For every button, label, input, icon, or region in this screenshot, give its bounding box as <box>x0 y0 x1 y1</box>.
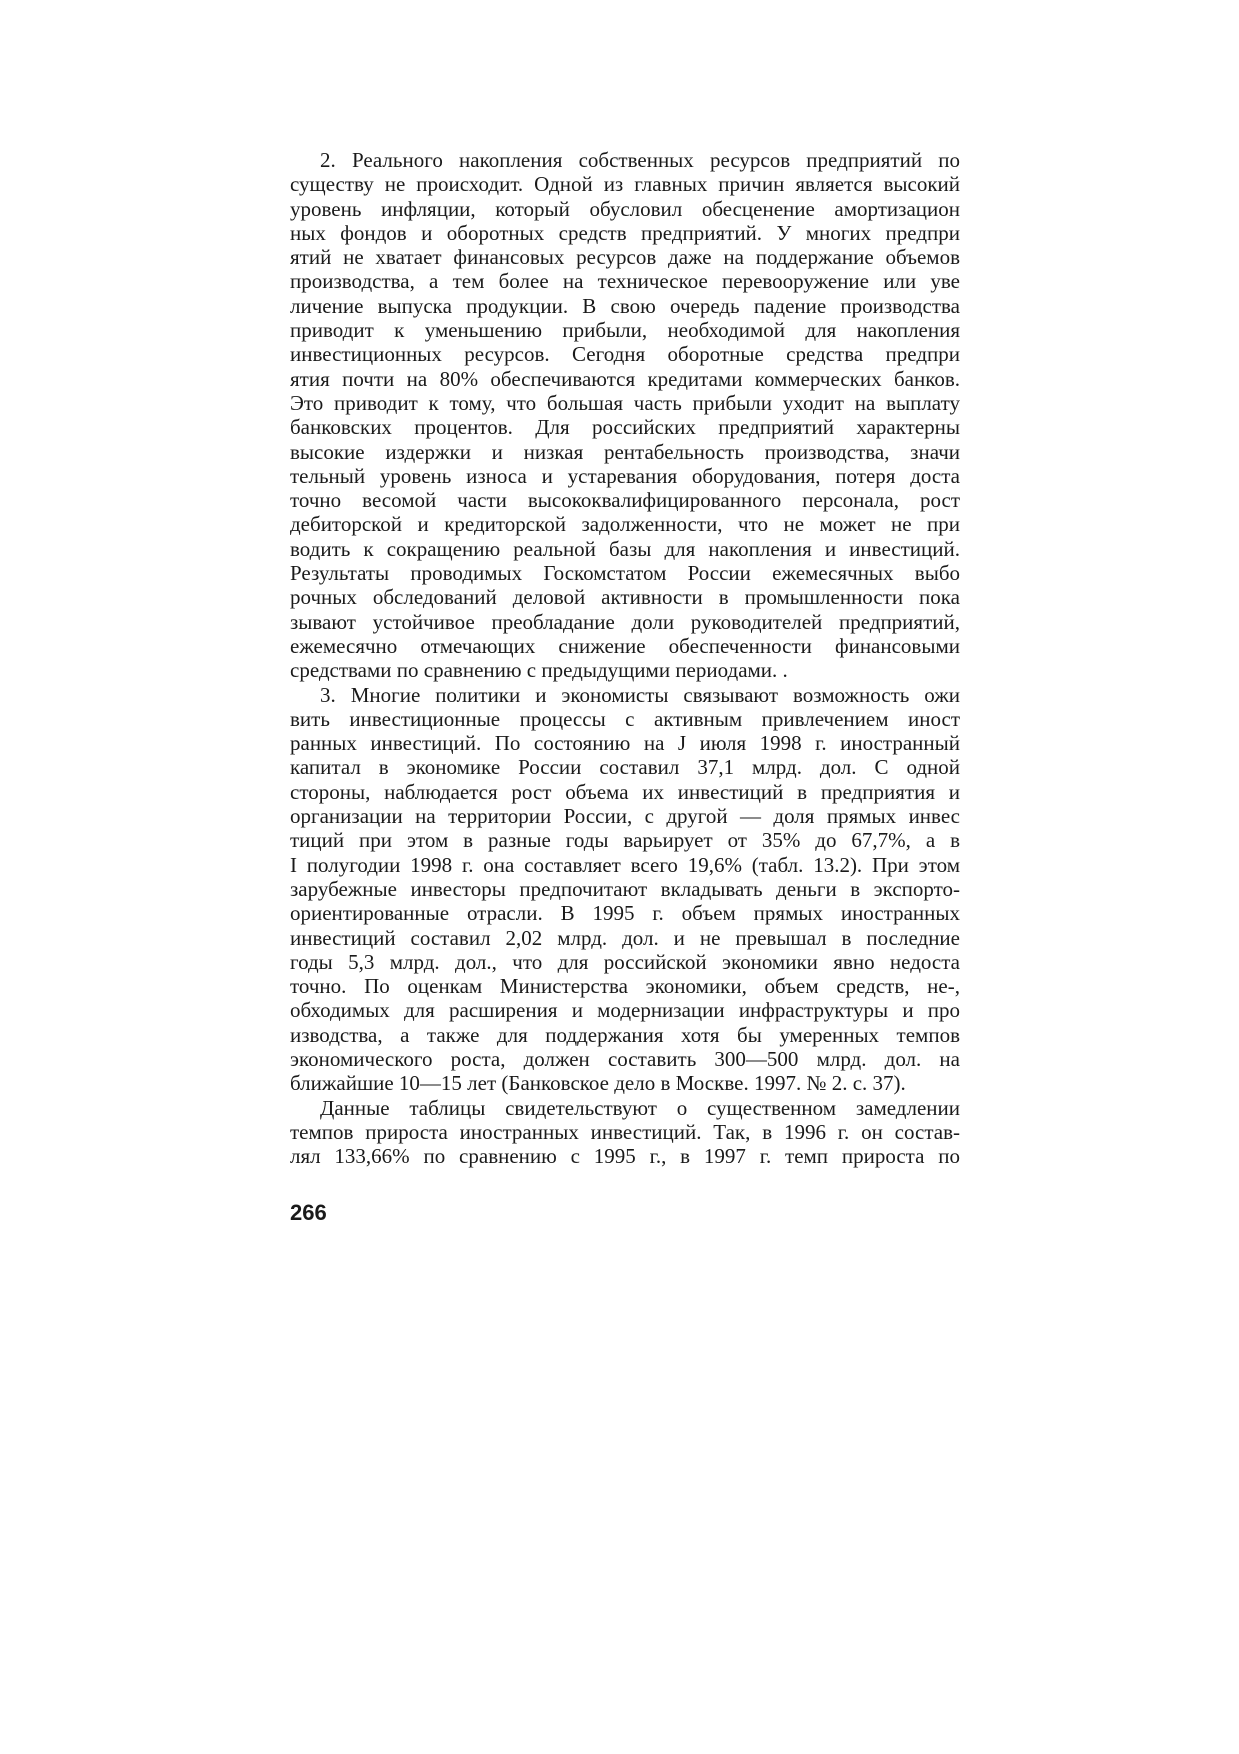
text-line: стороны, наблюдается рост объема их инвестиций в предприятия и <box>290 779 960 804</box>
text-line: дебиторской и кредиторской задолженности, что не может не при <box>290 512 960 537</box>
text-line: ятия почти на 80% обеспечиваются кредитами коммерческих банков. <box>290 366 960 391</box>
text-line: зывают устойчивое преобладание доли руководителей предприятий, <box>290 609 960 634</box>
text-line: изводства, а также для поддержания хотя бы умеренных темпов <box>290 1022 960 1047</box>
text-line: темпов прироста иностранных инвестиций. Так, в 1996 г. он состав- <box>290 1119 960 1144</box>
text-line: ближайшие 10—15 лет (Банковское дело в Москве. 1997. № 2. с. 37). <box>290 1071 906 1096</box>
paragraph-3 <box>290 683 960 1096</box>
text-line: рочных обследований деловой активности в промышленности пока <box>290 585 960 610</box>
text-line: личение выпуска продукции. В свою очередь падение производства <box>290 293 960 318</box>
text-line: Это приводит к тому, что большая часть прибыли уходит на выплату <box>290 390 960 415</box>
page-number: 266 <box>290 1200 327 1225</box>
text-line: годы 5,3 млрд. дол., что для российской экономики явно недоста <box>290 949 960 974</box>
text-line: инвестиционных ресурсов. Сегодня оборотные средства предпри <box>290 342 960 367</box>
text-line: 3. Многие политики и экономисты связывают возможность ожи <box>320 682 960 707</box>
text-line: организации на территории России, с другой — доля прямых инвес <box>290 804 960 829</box>
text-line: приводит к уменьшению прибыли, необходимой для накопления <box>290 318 960 343</box>
text-line: тельный уровень износа и устаревания оборудования, потеря доста <box>290 463 960 488</box>
text-line: производства, а тем более на техническое перевооружение или уве <box>290 269 960 294</box>
text-line: экономического роста, должен составить 300—500 млрд. дол. на <box>290 1046 960 1071</box>
paragraph-table-summary <box>290 1096 960 1169</box>
text-line: вить инвестиционные процессы с активным привлечением иност <box>290 706 960 731</box>
text-line: ежемесячно отмечающих снижение обеспеченности финансовыми <box>290 633 960 658</box>
text-line: Результаты проводимых Госкомстатом России ежемесячных выбо <box>290 561 960 586</box>
text-line: высокие издержки и низкая рентабельность производства, значи <box>290 439 960 464</box>
body-text <box>290 148 960 1168</box>
text-line: ных фондов и оборотных средств предприятий. У многих предпри <box>290 220 960 245</box>
text-line: инвестиций составил 2,02 млрд. дол. и не превышал в последние <box>290 925 960 950</box>
text-line: I полугодии 1998 г. она составляет всего 19,6% (табл. 13.2). При этом <box>290 852 960 877</box>
text-line: тиций при этом в разные годы варьирует от 35% до 67,7%, а в <box>290 828 960 853</box>
text-line: уровень инфляции, который обусловил обесценение амортизацион <box>290 196 960 221</box>
text-line: капитал в экономике России составил 37,1 млрд. дол. С одной <box>290 755 960 780</box>
text-line: ятий не хватает финансовых ресурсов даже на поддержание объемов <box>290 245 960 270</box>
text-line: ориентированные отрасли. В 1995 г. объем прямых иностранных <box>290 901 960 926</box>
text-line: 2. Реального накопления собственных ресурсов предприятий по <box>320 148 960 172</box>
text-line: зарубежные инвесторы предпочитают вкладывать деньги в экспорто- <box>290 876 960 901</box>
text-line: точно весомой части высококвалифицированного персонала, рост <box>290 488 960 513</box>
text-line: Данные таблицы свидетельствуют о существенном замедлении <box>320 1095 960 1120</box>
text-line: банковских процентов. Для российских предприятий характерны <box>290 415 960 440</box>
text-line: водить к сокращению реальной базы для накопления и инвестиций. <box>290 536 960 561</box>
text-line: средствами по сравнению с предыдущими периодами. . <box>290 658 788 683</box>
text-line: существу не происходит. Одной из главных причин является высокий <box>290 172 960 197</box>
text-line: лял 133,66% по сравнению с 1995 г., в 1997 г. темп прироста по <box>290 1144 960 1169</box>
paragraph-2 <box>290 148 960 683</box>
text-line: ранных инвестиций. По состоянию на J июля 1998 г. иностранный <box>290 731 960 756</box>
text-line: точно. По оценкам Министерства экономики, объем средств, не-, <box>290 974 960 999</box>
text-line: обходимых для расширения и модернизации инфраструктуры и про <box>290 998 960 1023</box>
